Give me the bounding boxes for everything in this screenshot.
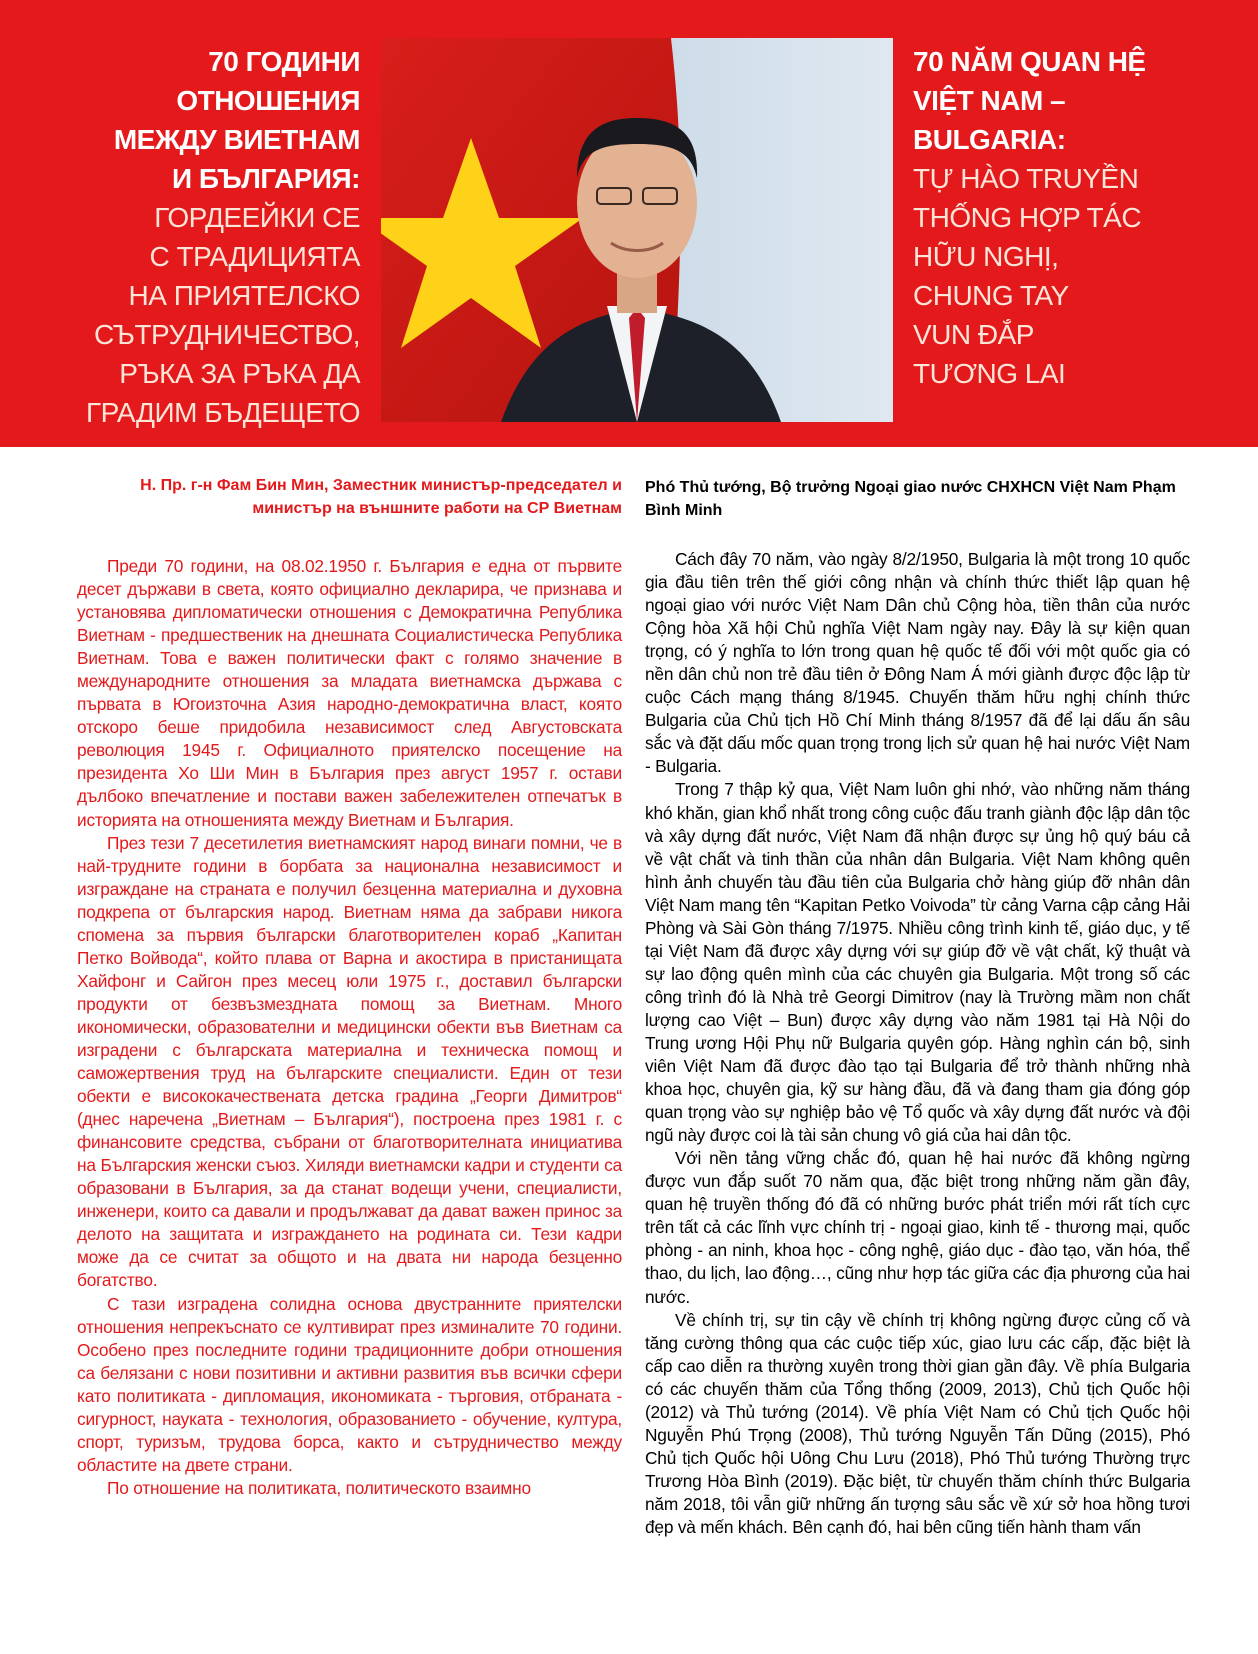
headline-line: TƯƠNG LAI <box>913 358 1066 389</box>
bulgarian-paragraph: По отношение на политиката, политическото взаимно <box>107 1477 531 1498</box>
headline-line: ГОРДЕЕЙКИ СЕ <box>154 202 360 233</box>
headline-line: THỐNG HỢP TÁC <box>913 202 1142 233</box>
headline-line: 70 NĂM QUAN HỆ <box>913 46 1146 77</box>
vietnamese-headline-subtitle <box>913 159 1233 393</box>
headline-line: CHUNG TAY <box>913 280 1069 311</box>
headline-line: ОТНОШЕНИЯ <box>176 85 360 116</box>
bulgarian-headline-subtitle <box>40 198 360 432</box>
headline-line: И БЪЛГАРИЯ: <box>171 163 360 194</box>
portrait-photo-icon <box>381 38 893 422</box>
vietnamese-headline <box>913 42 1233 393</box>
vietnamese-article-column <box>645 474 1190 1539</box>
bulgarian-paragraph: С тази изградена солидна основа двустранните приятелски отношения непрекъснато се култивират през изминалите 70 години. Особено през последните години традиционните добри отношения са белязани с нови позитивни и активни развития във всички сфери като политиката - дипломация, икономиката - търговия, отбраната - сигурност, науката - технология, образованието - обучение, култура, спорт, туризъм, трудова борса, както и сътрудничество между областите на двете страни. <box>77 1293 622 1475</box>
headline-line: СЪТРУДНИЧЕСТВО, <box>94 319 360 350</box>
bulgarian-headline-bold <box>40 42 360 198</box>
headline-line: VIỆT NAM – <box>913 85 1066 116</box>
vietnamese-paragraph: Cách đây 70 năm, vào ngày 8/2/1950, Bulgaria là một trong 10 quốc gia đầu tiên trên thế giới công nhận và chính thức thiết lập quan hệ ngoại giao với nước Việt Nam Dân chủ Cộng hòa, tiền thân của nước Cộng hòa Xã hội Chủ nghĩa Việt Nam ngày nay. Đây là sự kiện quan trọng, có ý nghĩa to lớn trong quan hệ quốc tế đối với một quốc gia có nền dân chủ non trẻ đầu tiên ở Đông Nam Á mới giành được độc lập từ cuộc Cách mạng tháng 8/1945. Chuyến thăm hữu nghị chính thức Bulgaria của Chủ tịch Hồ Chí Minh tháng 8/1957 đã để lại dấu ấn sâu sắc và đặt dấu mốc quan trọng trong lịch sử quan hệ hai nước Việt Nam - Bulgaria. <box>645 549 1190 777</box>
headline-line: BULGARIA: <box>913 124 1066 155</box>
headline-line: С ТРАДИЦИЯТА <box>149 241 360 272</box>
headline-line: НА ПРИЯТЕЛСКО <box>128 280 360 311</box>
vietnamese-paragraph: Trong 7 thập kỷ qua, Việt Nam luôn ghi nhớ, vào những năm tháng khó khăn, gian khổ nhất trong công cuộc đấu tranh giành độc lập dân tộc và xây dựng đất nước, Việt Nam đã nhận được sự ủng hộ quý báu cả về vật chất và tinh thần của nhân dân Bulgaria. Việt Nam không quên hình ảnh chuyến tàu đầu tiên của Bulgaria chở hàng giúp đỡ nhân dân Việt Nam mang tên “Kapitan Petko Voivoda” từ cảng Varna cập cảng Hải Phòng và Sài Gòn tháng 7/1975. Nhiều công trình kinh tế, giáo dục, y tế tại Việt Nam đã được xây dựng với sự giúp đỡ về vật chất, kỹ thuật và sự lao động quên mình của các chuyên gia Bulgaria. Một trong số các công trình đó là Nhà trẻ Georgi Dimitrov (nay là Trường mầm non chất lượng cao Việt – Bun) được xây dựng vào năm 1981 tại Hà Nội do Trung ương Hội Phụ nữ Bulgaria quyên góp. Hàng nghìn cán bộ, sinh viên Việt Nam đã được đào tạo tại Bulgaria để trở thành những nhà khoa học, chuyên gia, kỹ sư hàng đầu, đã và đang tham gia đóng góp quan trọng vào sự nghiệp bảo vệ Tổ quốc và xây dựng đất nước và đội ngũ này được coi là tài sản chung vô giá của hai dân tộc. <box>645 779 1190 1146</box>
bulgarian-paragraph: Преди 70 години, на 08.02.1950 г. България е една от първите десет държави в света, която официално декларира, че признава и установява дипломатически отношения с Демократична Република Виетнам - предшественик на днешната Социалистическа Република Виетнам. Това е важен политически факт с голямо значение в международните отношения за младата виетнамска държава с първата в Югоизточна Азия народно-демократична власт, която отскоро беше придобила независимост след Августовската революция 1945 г. Официалното приятелско посещение на президента Хо Ши Мин в България през август 1957 г. остави дълбоко впечатление и постави важен забележителен отпечатък в историята на отношенията между Виетнам и България. <box>77 556 622 830</box>
headline-line: МЕЖДУ ВИЕТНАМ <box>113 124 360 155</box>
headline-line: 70 ГОДИНИ <box>208 46 360 77</box>
vietnamese-paragraph: Với nền tảng vững chắc đó, quan hệ hai nước đã không ngừng được vun đắp suốt 70 năm qua, đặc biệt trong những năm gần đây, quan hệ truyền thống đó đã có những bước phát triển mới rất tích cực trên tất cả các lĩnh vực chính trị - ngoại giao, kinh tế - thương mại, quốc phòng - an ninh, khoa học - công nghệ, giáo dục - đào tạo, văn hóa, thể thao, du lịch, lao động…, cũng như hợp tác giữa các địa phương của hai nước. <box>645 1148 1190 1307</box>
headline-line: ГРАДИМ БЪДЕЩЕТО <box>85 397 360 428</box>
bulgarian-byline: Н. Пр. г-н Фам Бин Мин, Заместник министър-председател и министър на външните работи на СР Виетнам <box>140 477 622 517</box>
headline-line: TỰ HÀO TRUYỀN <box>913 163 1139 194</box>
vietnamese-paragraph: Về chính trị, sự tin cậy về chính trị không ngừng được củng cố và tăng cường thông qua các cuộc tiếp xúc, giao lưu các cấp, đặc biệt là cấp cao diễn ra thường xuyên trong thời gian gần đây. Về phía Bulgaria có các chuyến thăm của Tổng thống (2009, 2013), Chủ tịch Quốc hội (2012) và Thủ tướng (2014). Về phía Việt Nam có Chủ tịch Quốc hội Nguyễn Phú Trọng (2008), Thủ tướng Nguyễn Tấn Dũng (2015), Phó Chủ tịch Quốc hội Uông Chu Lưu (2018), Phó Thủ tướng Thường trực Trương Hòa Bình (2019). Đặc biệt, từ chuyến thăm chính thức Bulgaria năm 2018, tôi vẫn giữ những ấn tượng sâu sắc về xứ sở hoa hồng tươi đẹp và mến khách. Bên cạnh đó, hai bên cũng tiến hành tham vấn <box>645 1309 1190 1537</box>
bulgarian-paragraph: През тези 7 десетилетия виетнамският народ винаги помни, че в най-трудните години в борбата за национална независимост и изграждане на страната е получил безценна материална и духовна подкрепа от българския народ. Виетнам няма да забрави никога спомена за първия български благотворителен кораб „Капитан Петко Войвода“, който плава от Варна и акостира в пристанищата Хайфонг и Сайгон през месец юли 1975 г., доставил български продукти от безвъзмездната помощ за Виетнам. Много икономически, образователни и медицински обекти във Виетнам са изградени с българската материална и техническа помощ и саможертвения труд на българските специалисти. Един от тези обекти е висококачествената детска градина „Георги Димитров“ (днес наречена „Виетнам – България“), построена през 1981 г. с финансовите средства, събрани от благотворителната инициатива на Българския женски съюз. Хиляди виетнамски кадри и студенти са образовани в България, за да станат водещи учени, специалисти, инженери, които са давали и продължават да дават важен принос за делото на защитата и изграждането на родината си. Тези кадри може да се считат за общото и на двата ни народа безценно богатство. <box>77 832 622 1291</box>
bulgarian-headline <box>40 42 360 432</box>
headline-line: РЪКА ЗА РЪКА ДА <box>119 358 360 389</box>
vietnamese-headline-bold <box>913 42 1233 159</box>
portrait-photo <box>381 38 893 422</box>
bulgarian-article-column <box>77 474 622 1500</box>
vietnamese-byline: Phó Thủ tướng, Bộ trưởng Ngoại giao nước CHXHCN Việt Nam Phạm Bình Minh <box>645 479 1176 519</box>
headline-line: VUN ĐẮP <box>913 319 1034 350</box>
headline-line: HỮU NGHỊ, <box>913 241 1059 272</box>
